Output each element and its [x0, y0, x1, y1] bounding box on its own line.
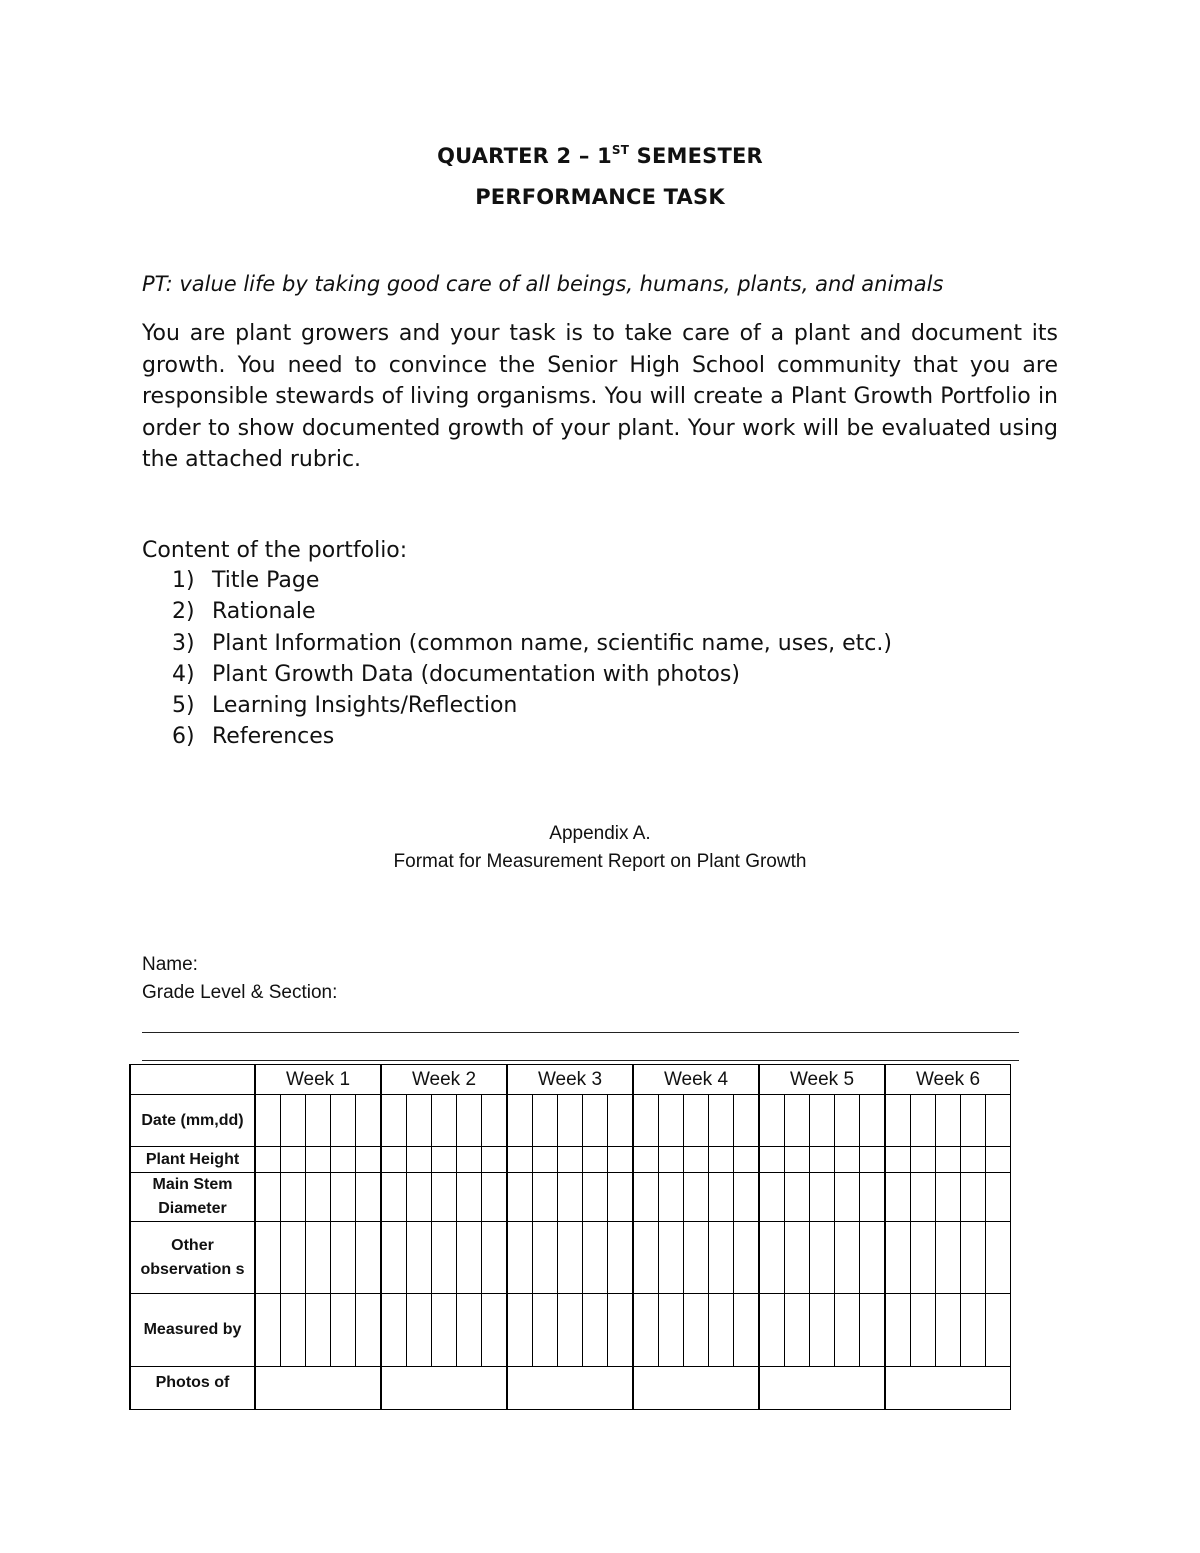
row-label: Other observation s	[130, 1222, 255, 1294]
entry-cell[interactable]	[911, 1222, 936, 1294]
entry-cell[interactable]	[659, 1222, 684, 1294]
entry-cell[interactable]	[255, 1095, 281, 1147]
row-label: Measured by	[130, 1294, 255, 1367]
entry-cell[interactable]	[381, 1095, 407, 1147]
entry-cell[interactable]	[583, 1095, 608, 1147]
entry-cell[interactable]	[885, 1222, 911, 1294]
entry-cell[interactable]	[684, 1294, 709, 1367]
entry-cell[interactable]	[986, 1173, 1011, 1222]
entry-cell[interactable]	[885, 1173, 911, 1222]
document-title	[0, 143, 1200, 168]
entry-cell[interactable]	[608, 1147, 634, 1173]
entry-cell[interactable]	[457, 1095, 482, 1147]
entry-cell[interactable]	[810, 1222, 835, 1294]
entry-cell[interactable]	[482, 1095, 508, 1147]
portfolio-content-list	[172, 565, 892, 753]
entry-cell[interactable]	[432, 1173, 457, 1222]
entry-cell[interactable]	[785, 1173, 810, 1222]
entry-cell[interactable]	[583, 1173, 608, 1222]
entry-cell[interactable]	[306, 1173, 331, 1222]
entry-cell[interactable]	[608, 1173, 634, 1222]
appendix-title: Appendix A.	[549, 823, 651, 844]
entry-cell[interactable]	[835, 1095, 860, 1147]
measurement-report-table	[129, 1064, 1011, 1410]
entry-cell[interactable]	[885, 1294, 911, 1367]
entry-cell[interactable]	[911, 1095, 936, 1147]
entry-cell[interactable]	[356, 1095, 382, 1147]
entry-cell[interactable]	[306, 1147, 331, 1173]
table-row	[130, 1095, 1011, 1147]
entry-cell[interactable]	[281, 1173, 306, 1222]
entry-cell[interactable]	[986, 1147, 1011, 1173]
entry-cell[interactable]	[482, 1294, 508, 1367]
divider-line	[142, 1060, 1019, 1061]
entry-cell[interactable]	[659, 1173, 684, 1222]
entry-cell[interactable]	[860, 1147, 886, 1173]
corner-cell	[130, 1065, 255, 1095]
list-item: 4) Plant Growth Data (documentation with photos)	[172, 661, 740, 687]
entry-cell[interactable]	[759, 1095, 785, 1147]
entry-cell[interactable]	[558, 1294, 583, 1367]
entry-cell[interactable]	[684, 1095, 709, 1147]
entry-cell[interactable]	[331, 1222, 356, 1294]
entry-cell[interactable]	[961, 1173, 986, 1222]
entry-cell[interactable]	[281, 1147, 306, 1173]
entry-cell[interactable]	[432, 1147, 457, 1173]
entry-cell[interactable]	[432, 1222, 457, 1294]
entry-cell[interactable]	[759, 1294, 785, 1367]
entry-cell[interactable]	[810, 1095, 835, 1147]
entry-cell[interactable]	[885, 1147, 911, 1173]
entry-cell[interactable]	[331, 1147, 356, 1173]
entry-cell[interactable]	[785, 1095, 810, 1147]
entry-cell[interactable]	[961, 1095, 986, 1147]
entry-cell[interactable]	[684, 1147, 709, 1173]
task-description: You are plant growers and your task is to take care of a plant and document its growth. You need to convince the Senior High School community that you are responsible stewards of living organisms. You will create a Plant Growth Portfolio in order to show documented growth of your plant. Your work will be evaluated using the attached rubric.	[142, 321, 1058, 472]
entry-cell[interactable]	[608, 1222, 634, 1294]
entry-cell[interactable]	[457, 1294, 482, 1367]
entry-cell[interactable]	[709, 1222, 734, 1294]
entry-cell[interactable]	[533, 1294, 558, 1367]
entry-cell[interactable]	[936, 1294, 961, 1367]
entry-cell[interactable]	[583, 1222, 608, 1294]
entry-cell[interactable]	[785, 1222, 810, 1294]
entry-cell[interactable]	[911, 1294, 936, 1367]
photo-cell[interactable]	[633, 1367, 759, 1410]
photos-row-label: Photos of	[130, 1367, 255, 1410]
entry-cell[interactable]	[911, 1173, 936, 1222]
entry-cell[interactable]	[860, 1294, 886, 1367]
entry-cell[interactable]	[583, 1294, 608, 1367]
entry-cell[interactable]	[306, 1222, 331, 1294]
row-label: Plant Height	[130, 1147, 255, 1173]
table-row	[130, 1294, 1011, 1367]
entry-cell[interactable]	[407, 1173, 432, 1222]
entry-cell[interactable]	[835, 1147, 860, 1173]
entry-cell[interactable]	[583, 1147, 608, 1173]
entry-cell[interactable]	[659, 1095, 684, 1147]
entry-cell[interactable]	[281, 1095, 306, 1147]
table-row	[130, 1173, 1011, 1222]
entry-cell[interactable]	[659, 1294, 684, 1367]
entry-cell[interactable]	[961, 1222, 986, 1294]
entry-cell[interactable]	[734, 1222, 760, 1294]
entry-cell[interactable]	[306, 1095, 331, 1147]
entry-cell[interactable]	[482, 1173, 508, 1222]
entry-cell[interactable]	[633, 1147, 659, 1173]
entry-cell[interactable]	[759, 1147, 785, 1173]
entry-cell[interactable]	[633, 1222, 659, 1294]
week-header: Week 4	[633, 1065, 759, 1095]
entry-cell[interactable]	[684, 1222, 709, 1294]
entry-cell[interactable]	[785, 1294, 810, 1367]
entry-cell[interactable]	[507, 1222, 533, 1294]
entry-cell[interactable]	[457, 1173, 482, 1222]
entry-cell[interactable]	[860, 1222, 886, 1294]
entry-cell[interactable]	[936, 1147, 961, 1173]
entry-cell[interactable]	[785, 1147, 810, 1173]
entry-cell[interactable]	[432, 1095, 457, 1147]
entry-cell[interactable]	[533, 1222, 558, 1294]
entry-cell[interactable]	[255, 1173, 281, 1222]
entry-cell[interactable]	[633, 1294, 659, 1367]
entry-cell[interactable]	[407, 1294, 432, 1367]
entry-cell[interactable]	[759, 1222, 785, 1294]
pt-statement: PT: value life by taking good care of all beings, humans, plants, and animals	[142, 272, 944, 296]
entry-cell[interactable]	[709, 1095, 734, 1147]
divider-line	[142, 1032, 1019, 1033]
entry-cell[interactable]	[281, 1294, 306, 1367]
entry-cell[interactable]	[961, 1294, 986, 1367]
photo-cell[interactable]	[507, 1367, 633, 1410]
entry-cell[interactable]	[709, 1147, 734, 1173]
entry-cell[interactable]	[961, 1147, 986, 1173]
entry-cell[interactable]	[457, 1222, 482, 1294]
entry-cell[interactable]	[558, 1147, 583, 1173]
entry-cell[interactable]	[986, 1294, 1011, 1367]
entry-cell[interactable]	[608, 1095, 634, 1147]
entry-cell[interactable]	[381, 1294, 407, 1367]
entry-cell[interactable]	[356, 1294, 382, 1367]
entry-cell[interactable]	[432, 1294, 457, 1367]
table-row	[130, 1147, 1011, 1173]
entry-cell[interactable]	[407, 1222, 432, 1294]
entry-cell[interactable]	[558, 1222, 583, 1294]
entry-cell[interactable]	[507, 1173, 533, 1222]
row-label: Date (mm,dd)	[130, 1095, 255, 1147]
entry-cell[interactable]	[885, 1095, 911, 1147]
entry-cell[interactable]	[533, 1147, 558, 1173]
photo-cell[interactable]	[885, 1367, 1011, 1410]
list-item: 6) References	[172, 724, 335, 750]
entry-cell[interactable]	[734, 1095, 760, 1147]
entry-cell[interactable]	[331, 1173, 356, 1222]
entry-cell[interactable]	[709, 1173, 734, 1222]
entry-cell[interactable]	[608, 1294, 634, 1367]
entry-cell[interactable]	[381, 1222, 407, 1294]
entry-cell[interactable]	[709, 1294, 734, 1367]
entry-cell[interactable]	[633, 1095, 659, 1147]
photo-cell[interactable]	[255, 1367, 381, 1410]
entry-cell[interactable]	[507, 1147, 533, 1173]
entry-cell[interactable]	[281, 1222, 306, 1294]
entry-cell[interactable]	[734, 1147, 760, 1173]
entry-cell[interactable]	[331, 1095, 356, 1147]
entry-cell[interactable]	[255, 1222, 281, 1294]
entry-cell[interactable]	[356, 1173, 382, 1222]
week-header: Week 1	[255, 1065, 381, 1095]
entry-cell[interactable]	[381, 1173, 407, 1222]
grade-section-field-label: Grade Level & Section:	[142, 982, 338, 1003]
week-header: Week 5	[759, 1065, 885, 1095]
list-item: 3) Plant Information (common name, scientific name, uses, etc.)	[172, 630, 892, 656]
document-subtitle: PERFORMANCE TASK	[475, 185, 725, 209]
entry-cell[interactable]	[306, 1294, 331, 1367]
entry-cell[interactable]	[810, 1294, 835, 1367]
entry-cell[interactable]	[810, 1147, 835, 1173]
entry-cell[interactable]	[407, 1095, 432, 1147]
entry-cell[interactable]	[331, 1294, 356, 1367]
entry-cell[interactable]	[507, 1095, 533, 1147]
photo-cell[interactable]	[381, 1367, 507, 1410]
entry-cell[interactable]	[356, 1222, 382, 1294]
entry-cell[interactable]	[759, 1173, 785, 1222]
entry-cell[interactable]	[633, 1173, 659, 1222]
entry-cell[interactable]	[255, 1294, 281, 1367]
week-header: Week 2	[381, 1065, 507, 1095]
entry-cell[interactable]	[936, 1095, 961, 1147]
list-item: 1) Title Page	[172, 568, 320, 593]
entry-cell[interactable]	[835, 1294, 860, 1367]
entry-cell[interactable]	[936, 1173, 961, 1222]
entry-cell[interactable]	[810, 1173, 835, 1222]
photo-cell[interactable]	[759, 1367, 885, 1410]
week-header: Week 6	[885, 1065, 1011, 1095]
entry-cell[interactable]	[457, 1147, 482, 1173]
entry-cell[interactable]	[835, 1173, 860, 1222]
entry-cell[interactable]	[860, 1095, 886, 1147]
entry-cell[interactable]	[734, 1294, 760, 1367]
entry-cell[interactable]	[835, 1222, 860, 1294]
entry-cell[interactable]	[482, 1147, 508, 1173]
name-field-label: Name:	[142, 954, 198, 975]
table-row	[130, 1367, 1011, 1410]
row-label: Main Stem Diameter	[130, 1173, 255, 1222]
title-prefix: QUARTER 2 – 1	[437, 144, 612, 168]
entry-cell[interactable]	[482, 1222, 508, 1294]
entry-cell[interactable]	[558, 1095, 583, 1147]
entry-cell[interactable]	[986, 1095, 1011, 1147]
entry-cell[interactable]	[507, 1294, 533, 1367]
entry-cell[interactable]	[558, 1173, 583, 1222]
table-row	[130, 1222, 1011, 1294]
entry-cell[interactable]	[407, 1147, 432, 1173]
entry-cell[interactable]	[659, 1147, 684, 1173]
entry-cell[interactable]	[356, 1147, 382, 1173]
entry-cell[interactable]	[911, 1147, 936, 1173]
appendix-subtitle: Format for Measurement Report on Plant Growth	[393, 851, 807, 872]
week-header: Week 3	[507, 1065, 633, 1095]
week-header-row	[130, 1065, 1011, 1095]
entry-cell[interactable]	[381, 1147, 407, 1173]
list-item: 5) Learning Insights/Reflection	[172, 693, 518, 719]
title-suffix: SEMESTER	[629, 144, 763, 168]
list-item: 2) Rationale	[172, 599, 316, 625]
entry-cell[interactable]	[936, 1222, 961, 1294]
entry-cell[interactable]	[684, 1173, 709, 1222]
entry-cell[interactable]	[533, 1095, 558, 1147]
title-superscript: ST	[611, 143, 630, 157]
portfolio-content-label: Content of the portfolio:	[142, 538, 408, 563]
entry-cell[interactable]	[734, 1173, 760, 1222]
entry-cell[interactable]	[255, 1147, 281, 1173]
entry-cell[interactable]	[533, 1173, 558, 1222]
entry-cell[interactable]	[860, 1173, 886, 1222]
entry-cell[interactable]	[986, 1222, 1011, 1294]
